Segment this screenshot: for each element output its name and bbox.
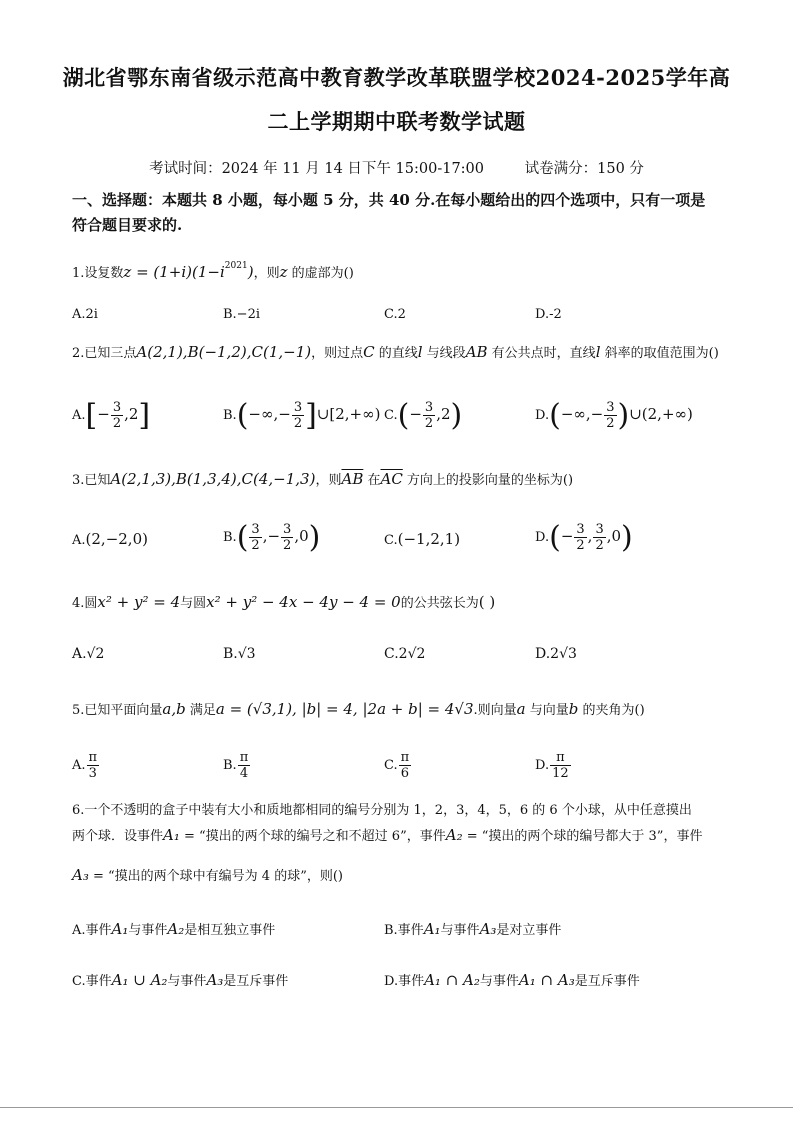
full-score: 试卷满分：150 分 (524, 161, 644, 177)
q4-option-d: D.2√3 (535, 646, 577, 662)
q2-d-a: −∞,− (560, 405, 604, 423)
q6-option-c (72, 970, 288, 989)
q3-d-n2: 3 (595, 522, 604, 537)
question-4 (72, 590, 732, 616)
q6-event-a2: A₂ (445, 826, 463, 844)
q2-line-l2: l (595, 343, 601, 361)
page-title-line2: 二上学期期中联考数学试题 (267, 109, 526, 134)
q2-d-label: D. (535, 408, 550, 423)
q6-b-y: A₃ (479, 920, 497, 938)
q2-b-frac (292, 400, 304, 431)
q2-d-rparen: ) (617, 398, 630, 433)
q6-option-d (384, 970, 640, 989)
q3-b-mid: ,− (262, 527, 281, 545)
q5-b-num: π (239, 750, 249, 765)
q5-c-den: 6 (400, 766, 410, 781)
q6-line2-a: 两个球．设事件 (72, 829, 164, 844)
q2-option-d (535, 398, 693, 433)
q1-option-b: B.−2i (223, 307, 261, 322)
q2-option-c (384, 398, 462, 433)
q6-line2-b: = “摸出的两个球的编号之和不超过 6”，事件 (179, 829, 446, 844)
q1-suffix: ，则 (253, 266, 280, 281)
q2-b-rbracket: ] (305, 398, 317, 433)
q3-vector-ac: $\overline{AC}$ (380, 470, 403, 488)
q6-c-x: A₁ ∪ A₂ (111, 971, 168, 989)
q2-option-b (223, 398, 380, 433)
q3-points: A(2,1,3),B(1,3,4),C(4,−1,3) (110, 470, 316, 488)
q2-b-den: 2 (293, 416, 303, 431)
q3-a-label: A. (72, 533, 86, 548)
q2-option-a (72, 398, 150, 433)
q5-a-label: A. (72, 758, 86, 773)
q6-d-y: A₁ ∩ A₃ (518, 971, 575, 989)
exam-meta (0, 157, 793, 178)
q3-a-val: (2,−2,0) (85, 530, 148, 548)
q6-b-mid: 与事件 (440, 923, 480, 938)
q5-condition: a = (√3,1), |b| = 4, |2a + b| = 4√3 (215, 700, 474, 718)
question-1 (72, 254, 732, 286)
q1-option-d: D.-2 (535, 307, 562, 322)
q3-d-d1: 2 (576, 538, 585, 553)
question-3 (72, 467, 732, 493)
q5-option-d (535, 750, 572, 781)
q3-text1: ，则 (315, 473, 342, 488)
q5-option-a (72, 750, 100, 781)
q5-d-num: π (550, 750, 571, 766)
q2-a-rest: ,2 (124, 405, 139, 423)
q3-b-d2: 2 (283, 538, 292, 553)
q2-d-union: ∪(2,+∞) (629, 405, 693, 423)
q2-d-lparen: ( (549, 398, 561, 433)
q3-b-n2: 3 (283, 522, 292, 537)
q3-c-label: C. (384, 533, 398, 548)
q2-b-union: ∪[2,+∞) (316, 405, 381, 423)
q6-b-x: A₁ (423, 920, 441, 938)
q4-text2: 的公共弦长为 (400, 596, 479, 611)
question-5 (72, 697, 732, 723)
q2-c-frac (423, 400, 435, 431)
question-2 (72, 340, 732, 366)
q6-d-post: 是互斥事件 (574, 974, 640, 989)
question-6 (72, 799, 732, 849)
q6-line2-c: = “摸出的两个球的编号都大于 3”，事件 (462, 829, 703, 844)
q6-option-a (72, 919, 275, 938)
q6-a-y: A₂ (167, 920, 185, 938)
q6-line3-text: = “摸出的两个球中有编号为 4 的球”，则() (88, 869, 343, 884)
q5-d-den: 12 (552, 766, 569, 781)
q6-a-x: A₁ (111, 920, 129, 938)
q5-vec-a: a (516, 700, 526, 718)
q2-a-neg: − (97, 405, 110, 423)
q3-d-rparen: ) (621, 520, 633, 555)
q2-c-label: C. (384, 408, 398, 423)
q2-points: A(2,1),B(−1,2),C(1,−1) (136, 343, 312, 361)
q3-d-d2: 2 (595, 538, 604, 553)
q1-expr: z = (1+i)(1−i (123, 263, 225, 281)
section-heading-line1: 一、选择题：本题共 8 小题，每小题 5 分，共 40 分.在每小题给出的四个选项中，只有一项是 (72, 191, 706, 209)
q6-event-a3: A₃ (72, 866, 89, 884)
q5-a-num: π (88, 750, 98, 765)
q5-b-label: B. (223, 758, 237, 773)
q4-circle1: x² + y² = 4 (97, 593, 181, 611)
q1-expr-end: ) (247, 263, 254, 281)
q6-a-pre: A.事件 (72, 923, 112, 938)
q2-prefix: 2.已知三点 (72, 346, 137, 361)
q2-b-num: 3 (293, 400, 303, 415)
q5-b-frac (238, 750, 251, 781)
q5-c-frac (399, 750, 412, 781)
q2-segment-ab: AB (465, 343, 488, 361)
q2-a-label: A. (72, 408, 86, 423)
q5-text3: 与向量 (525, 703, 569, 718)
q6-d-x: A₁ ∩ A₂ (424, 971, 480, 989)
q3-d-pre: − (560, 527, 574, 545)
q5-option-c (384, 750, 412, 781)
q3-option-c (384, 530, 460, 548)
q3-d-label: D. (535, 530, 550, 545)
q2-a-num: 3 (112, 400, 122, 415)
q3-vector-ab: $\overline{AB}$ (341, 470, 364, 488)
exam-time: 考试时间：2024 年 11 月 14 日下午 15:00-17:00 (149, 161, 485, 177)
q6-d-pre: D.事件 (384, 974, 425, 989)
q5-c-label: C. (384, 758, 398, 773)
q3-b-frac2 (281, 522, 293, 553)
q2-d-frac (604, 400, 616, 431)
q2-c-rparen: ) (450, 398, 463, 433)
q2-text5: 斜率的取值范围为() (600, 346, 719, 361)
q3-d-frac1 (574, 522, 586, 553)
q2-point-c: C (363, 343, 375, 361)
section-heading (72, 188, 727, 238)
q1-option-c: C.2 (384, 307, 406, 322)
q3-b-frac1 (249, 522, 261, 553)
q2-d-num: 3 (606, 400, 615, 415)
q6-line1: 6.一个不透明的盒子中装有大小和质地都相同的编号分别为 1，2，3，4，5，6 的 6 个小球，从中任意摸出 (72, 803, 692, 818)
q5-text1: 满足 (185, 703, 216, 718)
q1-var: z (279, 263, 288, 281)
q2-b-a: −∞,− (248, 405, 291, 423)
q5-a-den: 3 (88, 766, 97, 781)
q3-d-mid: , (587, 527, 593, 545)
q4-option-b: B.√3 (223, 646, 256, 662)
q2-a-frac (111, 400, 123, 431)
q5-option-b (223, 750, 251, 781)
q2-text4: 有公共点时，直线 (487, 346, 596, 361)
q3-text3: 方向上的投影向量的坐标为() (402, 473, 574, 488)
q2-c-rest: ,2 (436, 405, 451, 423)
q4-paren: ( ) (478, 593, 496, 611)
q6-a-post: 是相互独立事件 (184, 923, 276, 938)
q5-b-den: 4 (239, 766, 249, 781)
q5-prefix: 5.已知平面向量 (72, 703, 163, 718)
q3-prefix: 3.已知 (72, 473, 111, 488)
page-bottom-divider (0, 1107, 793, 1108)
q2-a-den: 2 (112, 416, 122, 431)
q3-c-val: (−1,2,1) (397, 530, 461, 548)
q5-vecs: a,b (162, 700, 186, 718)
q2-b-lparen: ( (236, 398, 249, 433)
q6-c-mid: 与事件 (167, 974, 207, 989)
q3-b-label: B. (223, 530, 237, 545)
q2-c-den: 2 (424, 416, 434, 431)
q3-option-d (535, 520, 633, 555)
q2-text2: 的直线 (374, 346, 418, 361)
q4-circle2: x² + y² − 4x − 4y − 4 = 0 (206, 593, 401, 611)
q6-line3 (72, 863, 732, 889)
q3-option-b (223, 520, 320, 555)
q4-text1: 与圆 (180, 596, 207, 611)
q3-text2: 在 (363, 473, 381, 488)
q5-d-frac (550, 750, 571, 781)
q2-c-lparen: ( (397, 398, 410, 433)
q4-prefix: 4.圆 (72, 596, 98, 611)
q2-c-neg: − (409, 405, 422, 423)
q1-prefix: 1.设复数 (72, 266, 124, 281)
q6-d-mid: 与事件 (479, 974, 519, 989)
q6-b-pre: B.事件 (384, 923, 424, 938)
q2-text3: 与线段 (422, 346, 466, 361)
q5-vec-b: b (568, 700, 579, 718)
section-heading-line2: 符合题目要求的. (72, 216, 183, 234)
q2-a-lbracket: [ (85, 398, 98, 433)
q6-event-a1: A₁ (163, 826, 180, 844)
q3-d-lparen: ( (549, 520, 561, 555)
q5-d-label: D. (535, 758, 550, 773)
q1-option-a: A.2i (72, 307, 98, 322)
q2-d-den: 2 (606, 416, 615, 431)
q6-c-pre: C.事件 (72, 974, 112, 989)
q2-b-label: B. (223, 408, 237, 423)
q5-a-frac (87, 750, 100, 781)
q6-b-post: 是对立事件 (496, 923, 562, 938)
q3-b-lparen: ( (236, 520, 249, 555)
q6-option-b (384, 919, 561, 938)
q2-a-rbracket: ] (138, 398, 151, 433)
q5-text4: 的夹角为() (578, 703, 645, 718)
q6-c-post: 是互斥事件 (223, 974, 289, 989)
q2-line-l: l (417, 343, 423, 361)
q3-b-rparen: ) (308, 520, 321, 555)
q4-option-c: C.2√2 (384, 646, 426, 662)
q3-b-d1: 2 (251, 538, 260, 553)
q5-c-num: π (400, 750, 410, 765)
q3-d-frac2 (593, 522, 605, 553)
q3-d-n1: 3 (576, 522, 585, 537)
q3-option-a (72, 530, 148, 548)
q1-exponent: 2021 (224, 261, 248, 271)
q5-text2: .则向量 (473, 703, 517, 718)
page-title-line1: 湖北省鄂东南省级示范高中教育教学改革联盟学校2024-2025学年高 (62, 65, 731, 90)
q4-option-a: A.√2 (72, 646, 105, 662)
q3-b-end: ,0 (294, 527, 309, 545)
q3-d-end: ,0 (606, 527, 622, 545)
q2-c-num: 3 (424, 400, 434, 415)
q6-line2 (72, 823, 732, 849)
q6-c-y: A₃ (206, 971, 224, 989)
q2-text1: ，则过点 (311, 346, 364, 361)
q1-suffix2: 的虚部为() (287, 266, 354, 281)
q6-a-mid: 与事件 (128, 923, 168, 938)
q3-b-n1: 3 (251, 522, 260, 537)
